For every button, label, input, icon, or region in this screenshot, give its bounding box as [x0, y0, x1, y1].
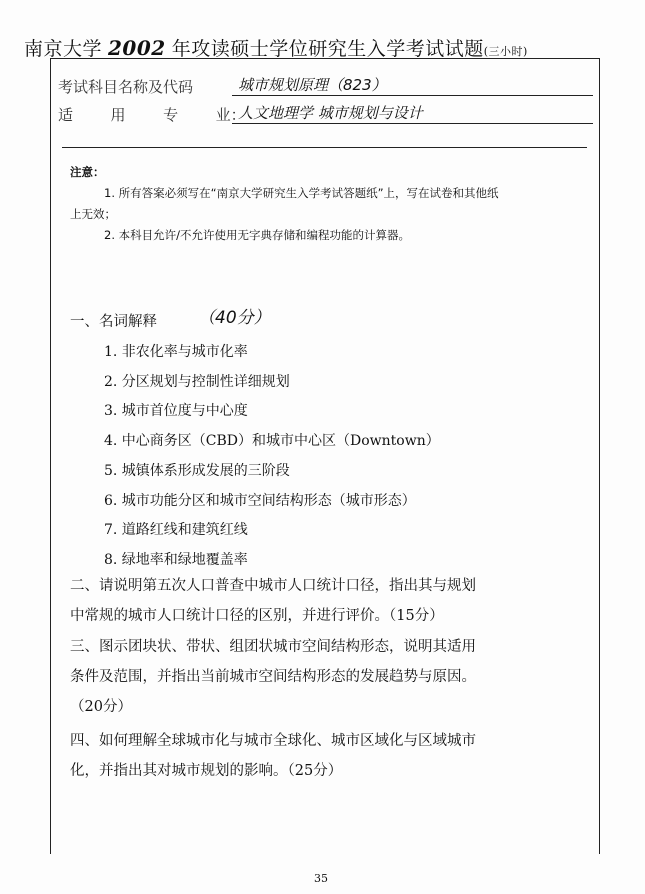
major-label: 适 用 专 业：	[58, 106, 246, 124]
section1-score: （40分）	[198, 308, 271, 328]
q2-line: 二、请说明第五次人口普查中城市人口统计口径，指出其与规划	[70, 578, 476, 594]
subject-value: 城市规划原理（823）	[232, 74, 593, 96]
term-item: 6. 城市功能分区和城市空间结构形态（城市形态）	[104, 492, 416, 509]
term-item: 2. 分区规划与控制性详细规划	[104, 373, 290, 390]
page-number: 35	[314, 872, 328, 885]
section1-heading: 一、名词解释	[70, 314, 157, 330]
note-2: 2. 本科目允许/不允许使用无字典存储和编程功能的计算器。	[104, 228, 410, 242]
q3-line: （20分）	[70, 699, 132, 715]
q4-line: 四、如何理解全球城市化与城市全球化、城市区域化与区域城市	[70, 733, 476, 749]
note-1: 1. 所有答案必须写在“南京大学研究生入学考试答题纸”上，写在试卷和其他纸	[104, 186, 499, 200]
note-1-cont: 上无效；	[70, 207, 116, 221]
q3-line: 条件及范围，并指出当前城市空间结构形态的发展趋势与原因。	[70, 669, 476, 685]
term-item: 7. 道路红线和建筑红线	[104, 522, 248, 539]
subject-label: 考试科目名称及代码	[58, 78, 194, 96]
title-text: 年攻读硕士学位研究生入学考试试题	[171, 38, 484, 60]
exam-duration: (三小时)	[483, 45, 528, 58]
term-item: 4. 中心商务区（CBD）和城市中心区（Downtown）	[104, 433, 440, 450]
term-item: 5. 城镇体系形成发展的三阶段	[104, 462, 290, 479]
q3-line: 三、图示团块状、带状、组团状城市空间结构形态，说明其适用	[70, 639, 476, 655]
major-value: 人文地理学 城市规划与设计	[232, 102, 593, 124]
term-item: 8. 绿地率和绿地覆盖率	[104, 551, 248, 568]
term-item: 3. 城市首位度与中心度	[104, 403, 248, 420]
term-item: 1. 非农化率与城市化率	[104, 344, 248, 360]
exam-title	[24, 34, 528, 61]
q4-line: 化，并指出其对城市规划的影响。（25分）	[70, 763, 343, 779]
exam-year: 2002	[108, 36, 166, 60]
notes-heading: 注意：	[70, 165, 105, 179]
divider	[62, 147, 587, 148]
university-name: 南京大学	[24, 38, 103, 60]
q2-line: 中常规的城市人口统计口径的区别，并进行评价。（15分）	[70, 608, 444, 624]
